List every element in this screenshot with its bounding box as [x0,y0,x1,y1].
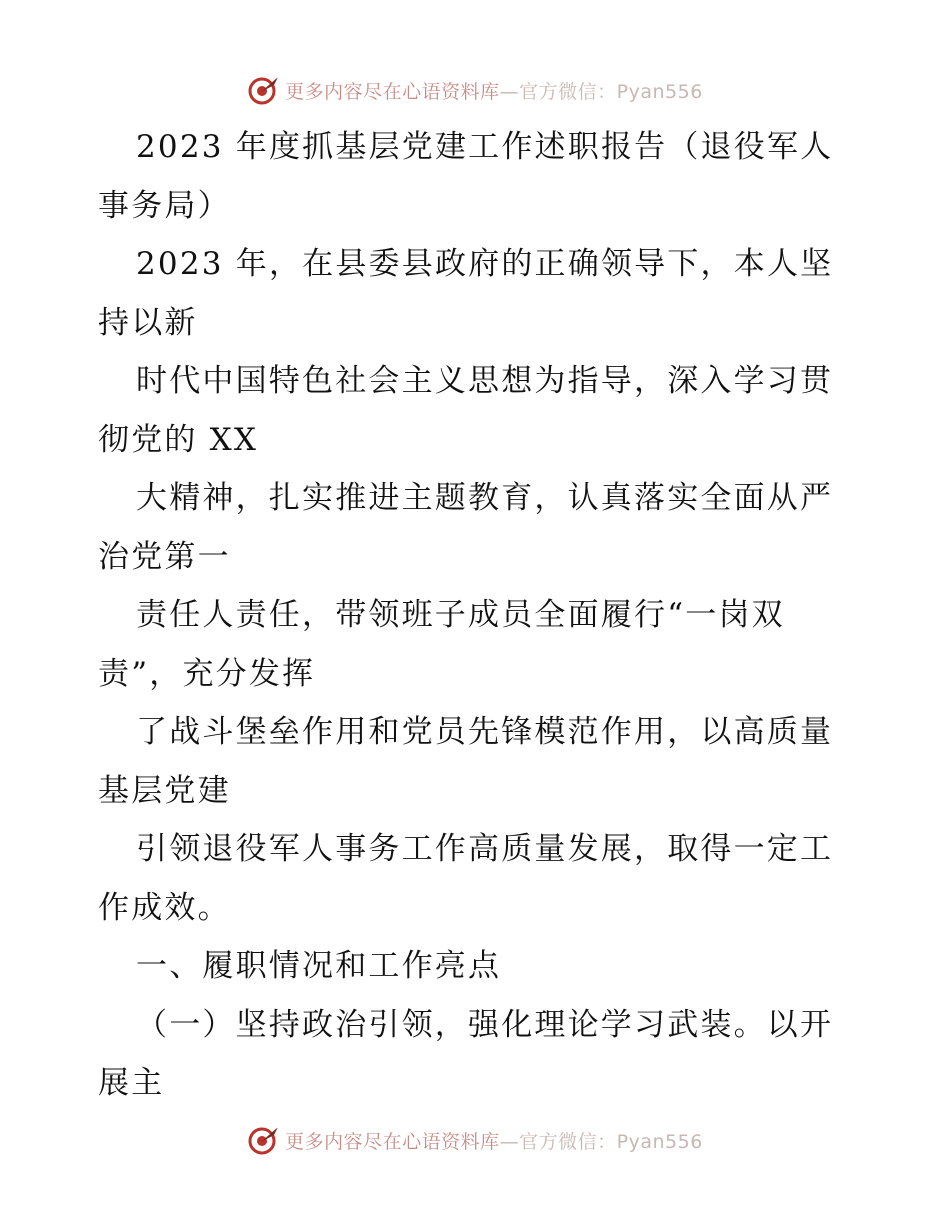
quill-logo-icon [247,73,281,107]
paragraph: 了战斗堡垒作用和党员先锋模范作用，以高质量基层党建 [98,714,834,809]
watermark-text: 更多内容尽在心语资料库—官方微信：Pyan556 [285,80,703,103]
paragraph: 大精神，扎实推进主题教育，认真落实全面从严治党第一 [98,480,834,575]
quill-logo-icon [247,1123,281,1157]
paragraph: 引领退役军人事务工作高质量发展，取得一定工作成效。 [98,831,834,926]
paragraph: 责任人责任，带领班子成员全面履行“一岗双责”，充分发挥 [98,597,785,692]
section-heading: 一、履职情况和工作亮点 [136,948,502,984]
document-body [98,118,858,1113]
watermark-header [0,70,950,110]
paragraph: 时代中国特色社会主义思想为指导，深入学习贯彻党的 XX [98,363,834,458]
paragraph-title: 2023 年度抓基层党建工作述职报告（退役军人事务局） [98,129,834,224]
paragraph: 2023 年，在县委县政府的正确领导下，本人坚持以新 [98,246,834,341]
subsection-paragraph: （一）坚持政治引领，强化理论学习武装。以开展主 [98,1006,834,1101]
watermark-footer [0,1120,950,1160]
watermark-text: 更多内容尽在心语资料库—官方微信：Pyan556 [285,1130,703,1153]
